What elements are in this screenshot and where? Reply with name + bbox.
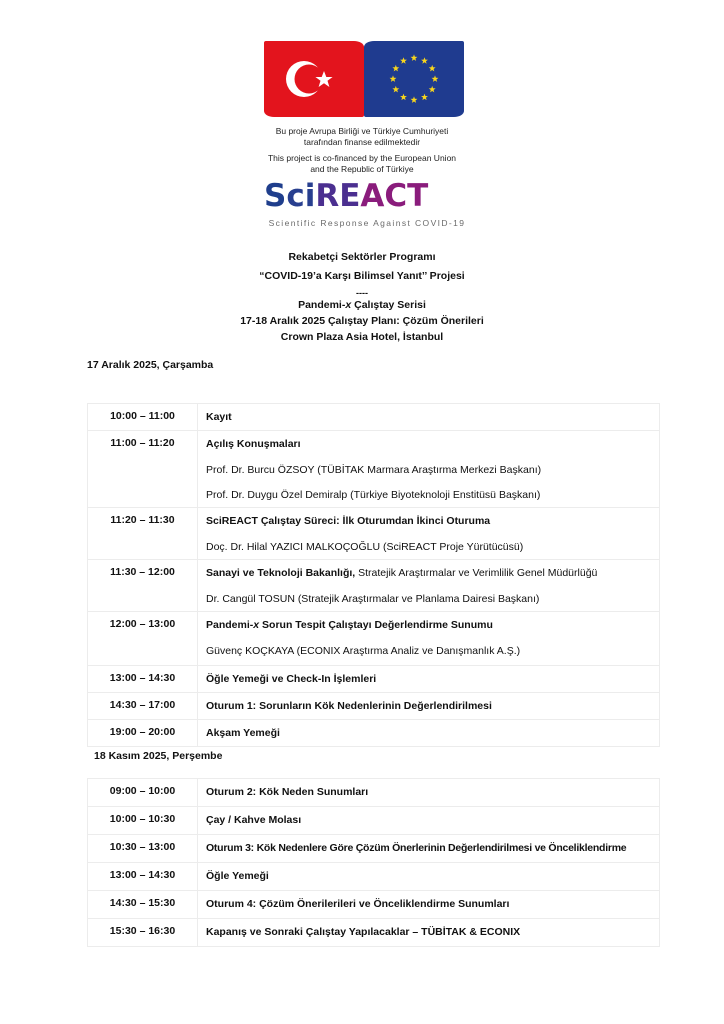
session-time: 10:00 – 10:30: [88, 807, 198, 835]
logo-text-part: RE: [315, 178, 361, 214]
session-title-bold: Sanayi ve Teknoloji Bakanlığı,: [206, 567, 356, 579]
session-time: 13:00 – 14:30: [88, 666, 198, 693]
session-title: Öğle Yemeği ve Check-In İşlemleri: [206, 673, 377, 685]
table-row: [88, 560, 660, 612]
session-title: Oturum 1: Sorunların Kök Nedenlerinin Değerlendirilmesi: [206, 700, 492, 712]
session-time: 14:30 – 15:30: [88, 891, 198, 919]
session-time: 12:00 – 13:00: [88, 612, 198, 666]
session-time: 15:30 – 16:30: [88, 919, 198, 947]
session-time: 11:00 – 11:20: [88, 431, 198, 508]
eu-star-icon: [390, 75, 397, 82]
session-title: Oturum 3: Kök Nedenlere Göre Çözüm Önerlerinin Değerlendirilmesi ve Önceliklendirme: [206, 842, 627, 854]
series-title: [150, 297, 574, 313]
eu-flag-logo: [364, 41, 464, 117]
workshop-plan-title: 17-18 Aralık 2025 Çalıştay Planı: Çözüm Önerileri: [240, 315, 484, 327]
table-row: [88, 807, 660, 835]
separator-dashes: ----: [356, 288, 368, 298]
turkey-flag-logo: [264, 41, 364, 117]
eu-star-icon: [411, 54, 418, 61]
session-time: 11:30 – 12:00: [88, 560, 198, 612]
table-row: [88, 666, 660, 693]
session-speaker: Doç. Dr. Hilal YAZICI MALKOÇOĞLU (SciREACT Proje Yürütücüsü): [206, 541, 524, 553]
logo-text-part: ci: [286, 178, 316, 214]
session-speaker: Prof. Dr. Duygu Özel Demiralp (Türkiye Biyoteknoloji Enstitüsü Başkanı): [206, 489, 541, 501]
session-speaker: Güvenç KOÇKAYA (ECONIX Araştırma Analiz ve Danışmanlık A.Ş.): [206, 645, 521, 657]
session-title: [206, 560, 659, 586]
funding-tr-line: tarafından finanse edilmektedir: [303, 136, 421, 147]
logo-virus-text-part: ACT: [360, 178, 429, 214]
session-title: SciREACT Çalıştay Süreci: İlk Oturumdan İkinci Oturuma: [206, 515, 491, 527]
schedule-table-day2: [87, 778, 660, 947]
eu-star-icon: [429, 65, 436, 72]
eu-star-icon: [421, 94, 428, 101]
eu-star-icon: [400, 94, 407, 101]
table-row: [88, 693, 660, 720]
project-title: “COVID-19’a Karşı Bilimsel Yanıt’’ Projesi: [259, 270, 465, 282]
session-time: 14:30 – 17:00: [88, 693, 198, 720]
table-row: [88, 863, 660, 891]
venue: Crown Plaza Asia Hotel, İstanbul: [280, 331, 444, 343]
table-row: [88, 779, 660, 807]
table-row: [88, 835, 660, 863]
session-title-x: x: [253, 619, 260, 631]
session-title-rest: Stratejik Araştırmalar ve Verimlilik Genel Müdürlüğü: [355, 567, 598, 579]
day-title: 17 Aralık 2025, Çarşamba: [87, 359, 214, 371]
table-row: [88, 612, 660, 666]
table-row: [88, 431, 660, 508]
session-time: 13:00 – 14:30: [88, 863, 198, 891]
eu-star-icon: [400, 57, 407, 64]
funding-statement-en: [230, 153, 494, 174]
star-circle-icon: [364, 41, 464, 117]
funding-statement-tr: [230, 126, 494, 147]
session-speaker: Prof. Dr. Burcu ÖZSOY (TÜBİTAK Marmara Araştırma Merkezi Başkanı): [206, 464, 542, 476]
session-time: 10:30 – 13:00: [88, 835, 198, 863]
table-row: [88, 508, 660, 560]
funding-tr-line: Bu proje Avrupa Birliği ve Türkiye Cumhuriyeti: [275, 126, 449, 136]
session-time: 19:00 – 20:00: [88, 720, 198, 747]
session-title-rest: Sorun Tespit Çalıştayı Değerlendirme Sunumu: [259, 619, 493, 631]
scireact-logo: [264, 178, 469, 218]
series-title-suffix: Çalıştay Serisi: [351, 299, 426, 311]
session-title: Oturum 2: Kök Neden Sunumları: [206, 786, 369, 798]
table-row: [88, 404, 660, 431]
eu-star-icon: [392, 65, 399, 72]
table-row: [88, 720, 660, 747]
schedule-table-day1: [87, 403, 660, 747]
crescent-star-icon: [264, 41, 364, 117]
funding-en-line: This project is co-financed by the European Union: [267, 153, 457, 163]
session-title: Oturum 4: Çözüm Önerilerileri ve Önceliklendirme Sunumları: [206, 898, 510, 910]
eu-star-icon: [432, 75, 439, 82]
table-row: [88, 919, 660, 947]
eu-star-icon: [421, 57, 428, 64]
session-title: [206, 612, 659, 638]
session-speaker: Dr. Cangül TOSUN (Stratejik Araştırmalar ve Planlama Dairesi Başkanı): [206, 593, 540, 605]
table-row: [88, 891, 660, 919]
session-title: Akşam Yemeği: [206, 727, 280, 739]
logo-dna-s-icon: S: [264, 178, 287, 214]
eu-star-icon: [411, 96, 418, 103]
session-title-prefix: Pandemi-: [206, 619, 254, 631]
series-title-prefix: Pandemi-: [298, 299, 346, 311]
session-title: Kapanış ve Sonraki Çalıştay Yapılacaklar – TÜBİTAK & ECONIX: [206, 926, 521, 938]
eu-star-icon: [392, 86, 399, 93]
session-time: 11:20 – 11:30: [88, 508, 198, 560]
session-title: Açılış Konuşmaları: [206, 438, 301, 450]
series-title-x: x: [345, 299, 352, 311]
program-title: Rekabetçi Sektörler Programı: [288, 251, 436, 263]
funding-en-line: and the Republic of Türkiye: [310, 163, 414, 174]
session-time: 09:00 – 10:00: [88, 779, 198, 807]
day-title: 18 Kasım 2025, Perşembe: [94, 750, 223, 762]
session-title: Çay / Kahve Molası: [206, 814, 302, 826]
logo-tagline: Scientific Response Against COVID-19: [268, 218, 466, 228]
session-title: Kayıt: [206, 411, 232, 423]
session-time: 10:00 – 11:00: [88, 404, 198, 431]
eu-star-icon: [429, 86, 436, 93]
session-title: Öğle Yemeği: [206, 870, 269, 882]
